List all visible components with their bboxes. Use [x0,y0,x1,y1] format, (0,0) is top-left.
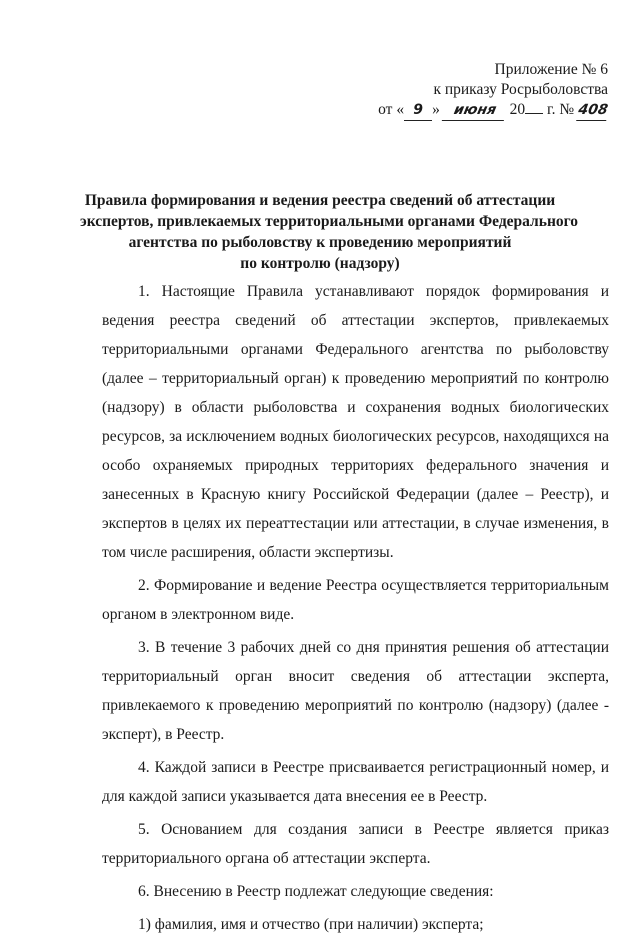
appendix-number: Приложение № 6 [494,61,608,78]
date-mid: » [432,101,440,118]
appendix-date-line [378,100,608,121]
paragraph-1: 1. Настоящие Правила устанавливают порядок формирования и ведения реестра сведений об аттестации экспертов, привлекаемых территориальными органами Федерального агентства по рыболовству (далее – территориальный орган) к проведению мероприятий по контролю (надзору) в области рыболовства и сохранения водных биологических ресурсов, за исключением водных биологических ресурсов, находящихся на особо охраняемых природных территориях федерального значения и занесенных в Красную книгу Российской Федерации (далее – Реестр), и экспертов в целях их переаттестации или аттестации, в случае изменения, в том числе расширения, области экспертизы. [102,283,609,561]
list-item-1: 1) фамилия, имя и отчество (при наличии) эксперта; [138,916,484,933]
date-year-prefix: 20 [509,101,526,118]
paragraph-4: 4. Каждой записи в Реестре присваивается регистрационный номер, и для каждой записи указывается дата внесения ее в Реестр. [102,759,609,805]
appendix-order-ref: к приказу Росрыболовства [433,81,608,98]
date-day-handwritten: 9 [404,100,432,121]
appendix-header [378,60,608,121]
title-line-1: Правила формирования и ведения реестра сведений об аттестации [84,192,556,209]
date-year-blank [525,113,543,114]
document-title [80,190,579,274]
date-month-handwritten: июня [441,100,507,121]
paragraph-5: 5. Основанием для создания записи в Реестре является приказ территориального органа об аттестации эксперта. [102,821,609,867]
paragraph-3: 3. В течение 3 рабочих дней со дня принятия решения об аттестации территориальный орган вносит сведения об аттестации эксперта, привлекаемого к проведению мероприятий по контролю (надзору) (далее - эксперт), в Реестр. [102,639,609,743]
title-line-4: по контролю (надзору) [240,255,400,272]
date-prefix: от « [378,101,405,118]
order-number-handwritten: 408 [576,100,610,121]
title-line-2: экспертов, привлекаемых территориальными органами Федерального [80,213,579,230]
document-body [102,277,609,939]
paragraph-2: 2. Формирование и ведение Реестра осуществляется территориальным органом в электронном виде. [102,577,609,623]
date-suffix: г. № [546,101,575,118]
paragraph-6: 6. Внесению в Реестр подлежат следующие сведения: [138,883,494,900]
title-line-3: агентства по рыболовству к проведению мероприятий [128,234,512,251]
